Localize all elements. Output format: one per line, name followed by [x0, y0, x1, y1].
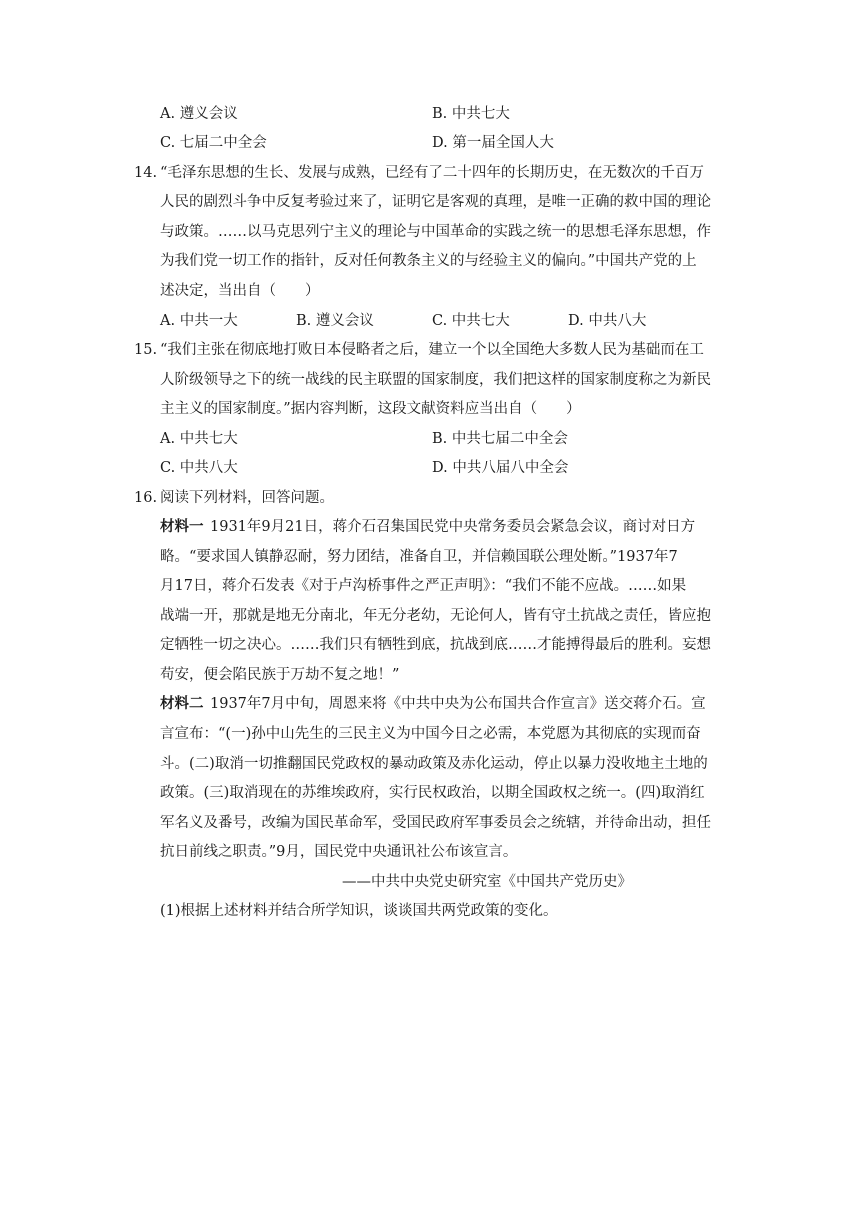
material-2-line-4: 政策。(三)取消现在的苏维埃政府，实行民权政治，以期全国政权之统一。(四)取消红: [160, 785, 705, 801]
q15-option-a: A. 中共七大: [160, 431, 238, 447]
q15-number: 15.: [134, 342, 158, 358]
q14-line-4: 为我们党一切工作的指针，反对任何教条主义的与经验主义的偏向。”中国共产党的上: [160, 253, 697, 269]
material-2-line-3: 斗。(二)取消一切推翻国民党政权的暴动政策及赤化运动，停止以暴力没收地主土地的: [160, 756, 708, 772]
q14-option-c: C. 中共七大: [432, 313, 510, 329]
q16-number: 16.: [134, 490, 158, 506]
q14-line-3: 与政策。……以马克思列宁主义的理论与中国革命的实践之统一的思想毛泽东思想，作: [160, 224, 711, 240]
material-1-line-5: 定牺牲一切之决心。……我们只有牺牲到底，抗战到底……才能搏得最后的胜利。妄想: [160, 637, 711, 653]
q13-option-b: B. 中共七大: [432, 106, 510, 122]
material-1-line-2: 略。“要求国人镇静忍耐，努力团结，准备自卫，并信赖国联公理处断。”1937年7: [160, 549, 678, 565]
q15-option-c: C. 中共八大: [160, 460, 238, 476]
material-2-line-2: 言宣布：“(一)孙中山先生的三民主义为中国今日之必需，本党愿为其彻底的实现而奋: [160, 726, 701, 742]
q14-option-b: B. 遵义会议: [296, 313, 374, 329]
q14-line-1: “毛泽东思想的生长、发展与成熟，已经有了二十四年的长期历史，在无数次的千百万: [160, 165, 704, 181]
source-citation: ——中共中央党史研究室《中国共产党历史》: [342, 874, 632, 890]
q16-intro: 阅读下列材料，回答问题。: [160, 490, 334, 506]
q14-line-2: 人民的剧烈斗争中反复考验过来了，证明它是客观的真理，是唯一正确的救中国的理论: [160, 194, 711, 210]
q15-option-b: B. 中共七届二中全会: [432, 431, 568, 447]
material-1-line-4: 战端一开，那就是地无分南北，年无分老幼，无论何人，皆有守土抗战之责任，皆应抱: [160, 608, 711, 624]
q14-number: 14.: [134, 165, 158, 181]
material-1-line-6: 苟安，便会陷民族于万劫不复之地！”: [160, 667, 400, 683]
q15-line-3: 主主义的国家制度。”据内容判断，这段文献资料应当出自（ ）: [160, 401, 581, 417]
q14-option-d: D. 中共八大: [568, 313, 647, 329]
q15-line-2: 人阶级领导之下的统一战线的民主联盟的国家制度，我们把这样的国家制度称之为新民: [160, 372, 711, 388]
q13-option-a: A. 遵义会议: [160, 106, 238, 122]
material-2-line-6: 抗日前线之职责。”9月，国民党中央通讯社公布该宣言。: [160, 844, 518, 860]
material-1-label: 材料一: [160, 518, 204, 535]
material-1-line-1: 1931年9月21日，蒋介石召集国民党中央常务委员会紧急会议，商讨对日方: [210, 519, 696, 535]
q14-line-5: 述决定，当出自（ ）: [160, 283, 320, 299]
q15-line-1: “我们主张在彻底地打败日本侵略者之后，建立一个以全国绝大多数人民为基础而在工: [160, 342, 704, 358]
q13-option-c: C. 七届二中全会: [160, 135, 267, 151]
material-2-line-5: 军名义及番号，改编为国民革命军，受国民政府军事委员会之统辖，并待命出动，担任: [160, 815, 711, 831]
q16-subquestion-1: (1)根据上述材料并结合所学知识，谈谈国共两党政策的变化。: [160, 903, 558, 919]
material-1-line-3: 月17日，蒋介石发表《对于卢沟桥事件之严正声明》：“我们不能不应战。……如果: [160, 578, 687, 594]
q13-option-d: D. 第一届全国人大: [432, 135, 554, 151]
material-2-line-1: 1937年7月中旬，周恩来将《中共中央为公布国共合作宣言》送交蒋介石。宣: [210, 696, 706, 712]
q15-option-d: D. 中共八届八中全会: [432, 460, 569, 476]
q14-option-a: A. 中共一大: [160, 313, 238, 329]
material-2-label: 材料二: [160, 695, 204, 712]
